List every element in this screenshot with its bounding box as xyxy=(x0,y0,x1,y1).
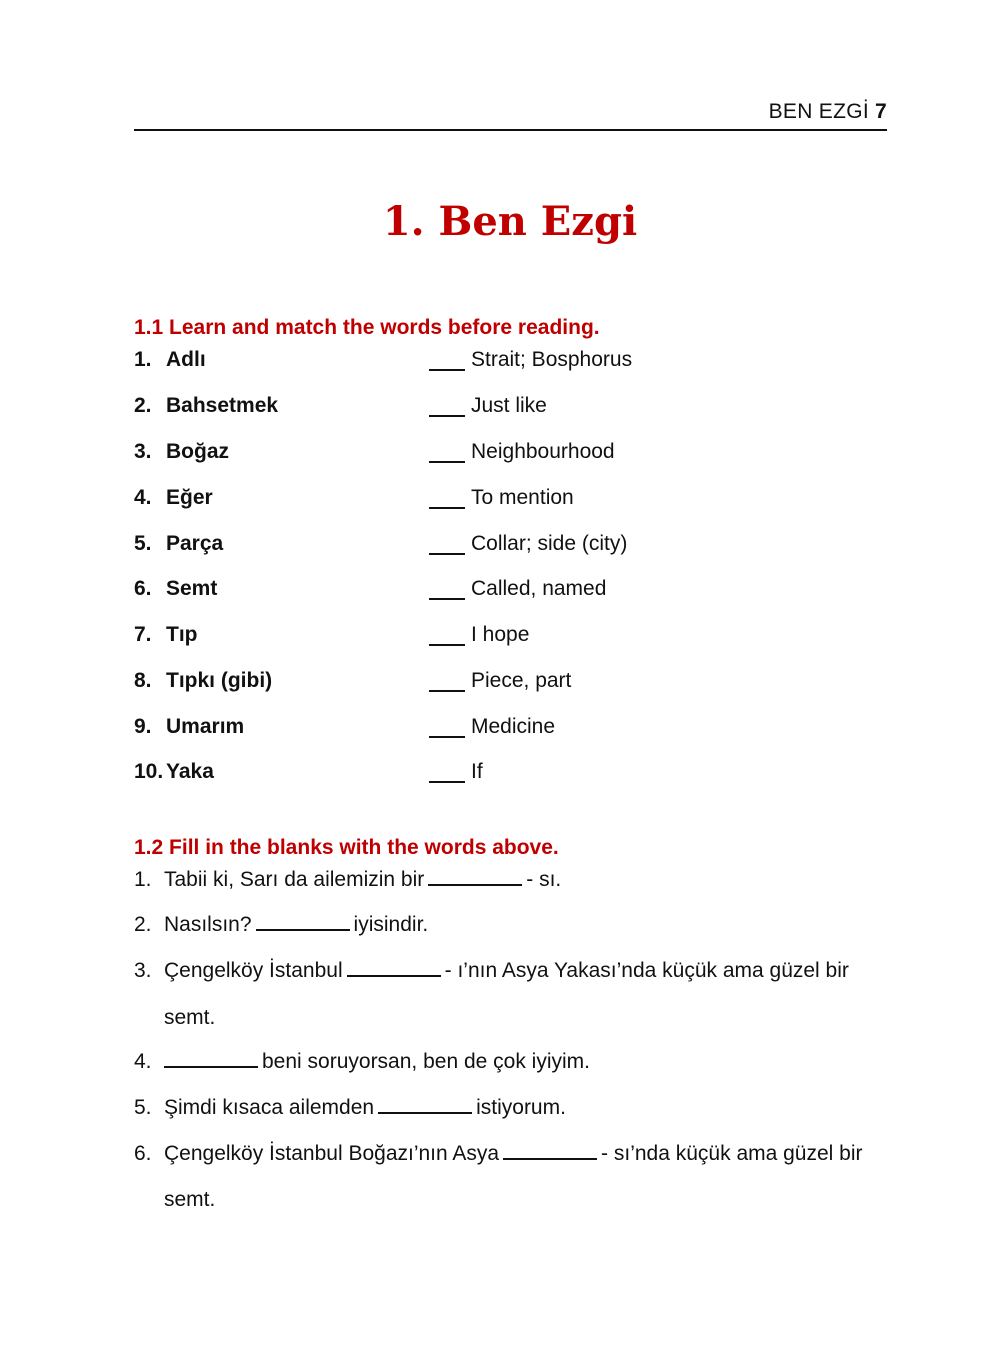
fill-blank[interactable] xyxy=(256,929,350,931)
section-title-vocabulary: 1.1 Learn and match the words before reading. xyxy=(134,316,600,339)
vocab-word: Umarım xyxy=(166,715,245,738)
match-blank[interactable] xyxy=(429,461,465,463)
vocab-word: Parça xyxy=(166,532,224,555)
vocab-definition: Medicine xyxy=(471,715,556,738)
vocab-number: 4. xyxy=(134,486,152,509)
match-blank[interactable] xyxy=(429,736,465,738)
match-blank[interactable] xyxy=(429,553,465,555)
vocab-number: 5. xyxy=(134,532,152,555)
exercise-text-after: - sı’nda küçük ama güzel bir xyxy=(601,1142,863,1165)
vocab-definition: To mention xyxy=(471,486,574,509)
exercise-number: 3. xyxy=(134,959,152,982)
vocab-number: 3. xyxy=(134,440,152,463)
vocab-word: Bahsetmek xyxy=(166,394,279,417)
vocab-row xyxy=(134,440,894,470)
match-blank[interactable] xyxy=(429,369,465,371)
exercise-number: 4. xyxy=(134,1050,152,1073)
vocab-number: 7. xyxy=(134,623,152,646)
exercise-item xyxy=(134,959,894,983)
exercise-text-after: beni soruyorsan, ben de çok iyiyim. xyxy=(262,1050,590,1073)
exercise-item xyxy=(134,1096,894,1120)
match-blank[interactable] xyxy=(429,644,465,646)
exercise-item xyxy=(134,1050,894,1074)
vocab-word: Adlı xyxy=(166,348,206,371)
fill-blank[interactable] xyxy=(503,1158,597,1160)
vocab-word: Tıpkı (gibi) xyxy=(166,669,273,692)
vocab-number: 8. xyxy=(134,669,152,692)
exercise-text-after: iyisindir. xyxy=(353,913,429,936)
section-title-fill-blanks: 1.2 Fill in the blanks with the words above. xyxy=(134,836,559,859)
exercise-text-after: istiyorum. xyxy=(476,1096,566,1119)
vocab-number: 10. xyxy=(134,760,164,783)
fill-blank[interactable] xyxy=(347,975,441,977)
header-rule xyxy=(134,129,887,131)
match-blank[interactable] xyxy=(429,781,465,783)
exercise-number: 1. xyxy=(134,868,152,891)
vocab-word: Eğer xyxy=(166,486,213,509)
vocab-number: 9. xyxy=(134,715,152,738)
vocab-number: 1. xyxy=(134,348,152,371)
exercise-continuation: semt. xyxy=(164,1006,216,1029)
fill-blank[interactable] xyxy=(164,1066,258,1068)
vocab-number: 2. xyxy=(134,394,152,417)
running-header xyxy=(134,100,887,124)
vocab-number: 6. xyxy=(134,577,152,600)
vocab-definition: Collar; side (city) xyxy=(471,532,628,555)
exercise-text-before: Çengelköy İstanbul xyxy=(164,959,343,982)
vocab-word: Boğaz xyxy=(166,440,229,463)
vocab-definition: Just like xyxy=(471,394,547,417)
exercise-item xyxy=(134,868,894,892)
vocab-row xyxy=(134,715,894,745)
vocab-row xyxy=(134,348,894,378)
chapter-title: 1. Ben Ezgi xyxy=(382,198,638,245)
vocab-row xyxy=(134,623,894,653)
vocab-definition: I hope xyxy=(471,623,530,646)
exercise-number: 2. xyxy=(134,913,152,936)
match-blank[interactable] xyxy=(429,598,465,600)
vocab-word: Yaka xyxy=(166,760,214,783)
exercise-text-before: Çengelköy İstanbul Boğazı’nın Asya xyxy=(164,1142,500,1165)
match-blank[interactable] xyxy=(429,507,465,509)
match-blank[interactable] xyxy=(429,690,465,692)
exercise-item xyxy=(134,1142,894,1166)
vocab-word: Semt xyxy=(166,577,218,600)
vocab-row xyxy=(134,577,894,607)
vocab-definition: If xyxy=(471,760,483,783)
vocab-row xyxy=(134,486,894,516)
vocab-definition: Piece, part xyxy=(471,669,572,692)
page-number: 7 xyxy=(875,100,887,123)
vocab-definition: Strait; Bosphorus xyxy=(471,348,633,371)
exercise-text-before: Tabii ki, Sarı da ailemizin bir xyxy=(164,868,425,891)
exercise-text-before: Şimdi kısaca ailemden xyxy=(164,1096,375,1119)
vocab-word: Tıp xyxy=(166,623,198,646)
vocab-definition: Neighbourhood xyxy=(471,440,615,463)
exercise-continuation: semt. xyxy=(164,1188,216,1211)
fill-blank[interactable] xyxy=(428,884,522,886)
match-blank[interactable] xyxy=(429,415,465,417)
vocab-row xyxy=(134,394,894,424)
fill-blank[interactable] xyxy=(378,1112,472,1114)
exercise-number: 6. xyxy=(134,1142,152,1165)
exercise-number: 5. xyxy=(134,1096,152,1119)
running-title: BEN EZGİ xyxy=(768,100,870,123)
exercise-text-after: - sı. xyxy=(526,868,562,891)
exercise-text-before: Nasılsın? xyxy=(164,913,252,936)
vocab-definition: Called, named xyxy=(471,577,607,600)
vocab-row xyxy=(134,532,894,562)
exercise-text-after: - ı’nın Asya Yakası’nda küçük ama güzel bir xyxy=(444,959,849,982)
exercise-item xyxy=(134,913,894,937)
vocab-row xyxy=(134,760,894,790)
vocab-row xyxy=(134,669,894,699)
